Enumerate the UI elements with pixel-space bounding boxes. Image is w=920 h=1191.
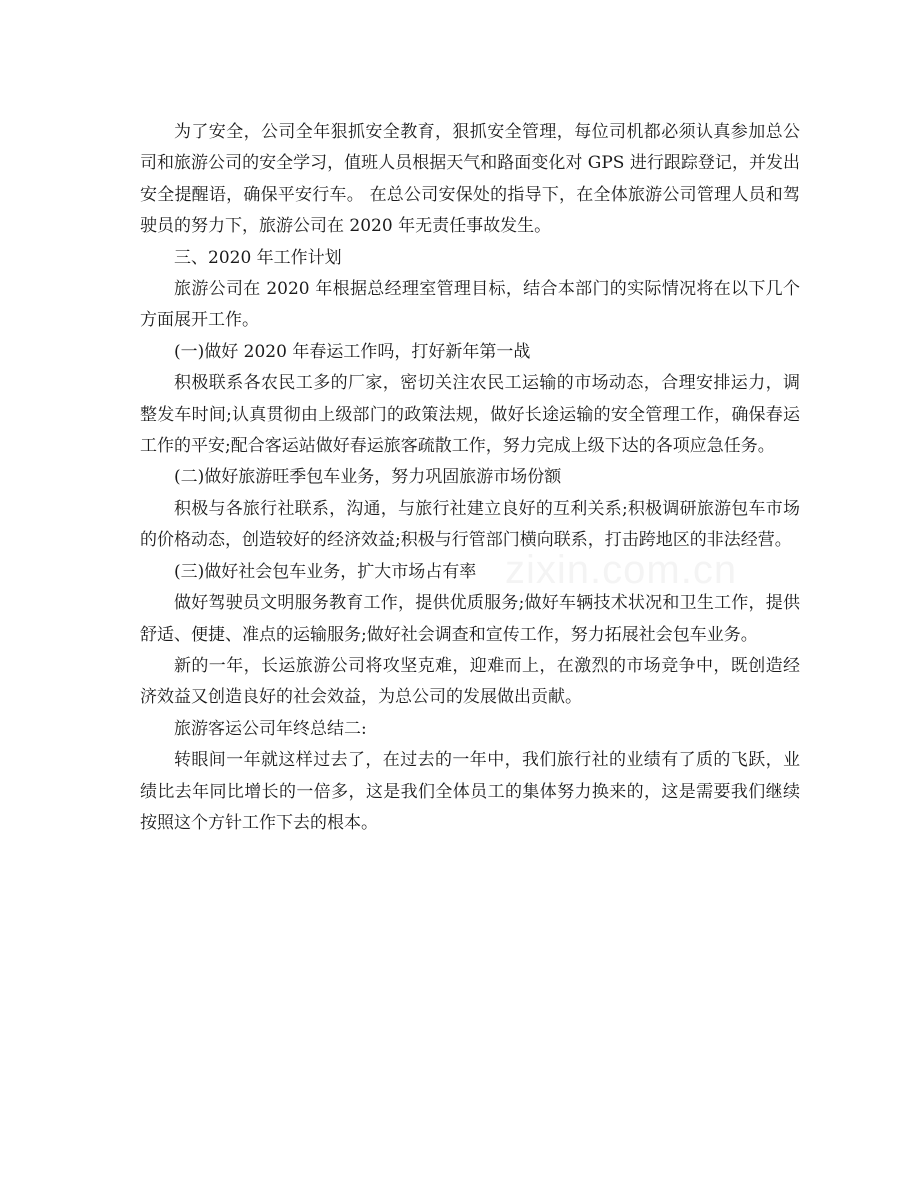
paragraph: 为了安全，公司全年狠抓安全教育，狠抓安全管理，每位司机都必须认真参加总公司和旅游公司的安全学习，值班人员根据天气和路面变化对 GPS 进行跟踪登记，并发出安全提醒语，确保平安行车。 在总公司安保处的指导下，在全体旅游公司管理人员和驾驶员的努力下，旅游公司在 2020 年无责任事故发生。 <box>140 122 800 237</box>
paragraph: 做好驾驶员文明服务教育工作，提供优质服务;做好车辆技术状况和卫生工作，提供舒适、便捷、准点的运输服务;做好社会调查和宣传工作，努力拓展社会包车业务。 <box>140 593 800 645</box>
section-heading: 三、2020 年工作计划 <box>174 247 342 268</box>
paragraph: 积极与各旅行社联系，沟通，与旅行社建立良好的互利关系;积极调研旅游包车市场的价格动态，创造较好的经济效益;积极与行管部门横向联系，打击跨地区的非法经营。 <box>140 498 800 551</box>
watermark: zixin.com.cn <box>505 548 738 592</box>
subsection-heading: (三)做好社会包车业务，扩大市场占有率 <box>174 561 477 582</box>
subsection-heading: (一)做好 2020 年春运工作吗，打好新年第一战 <box>174 341 531 362</box>
section-heading: 旅游客运公司年终总结二: <box>174 718 367 739</box>
subsection-heading: (二)做好旅游旺季包车业务，努力巩固旅游市场份额 <box>174 467 562 488</box>
paragraph: 转眼间一年就这样过去了，在过去的一年中，我们旅行社的业绩有了质的飞跃，业绩比去年同比增长的一倍多，这是我们全体员工的集体努力换来的，这是需要我们继续按照这个方针工作下去的根本。 <box>140 750 800 833</box>
paragraph: 旅游公司在 2020 年根据总经理室管理目标，结合本部门的实际情况将在以下几个方面展开工作。 <box>140 279 800 331</box>
paragraph: 积极联系各农民工多的厂家，密切关注农民工运输的市场动态，合理安排运力，调整发车时间;认真贯彻由上级部门的政策法规，做好长途运输的安全管理工作，确保春运工作的平安;配合客运站做好春运旅客疏散工作，努力完成上级下达的各项应急任务。 <box>140 373 800 457</box>
document-body <box>140 117 800 839</box>
paragraph: 新的一年，长运旅游公司将攻坚克难，迎难而上，在激烈的市场竞争中，既创造经济效益又创造良好的社会效益，为总公司的发展做出贡献。 <box>140 655 800 708</box>
